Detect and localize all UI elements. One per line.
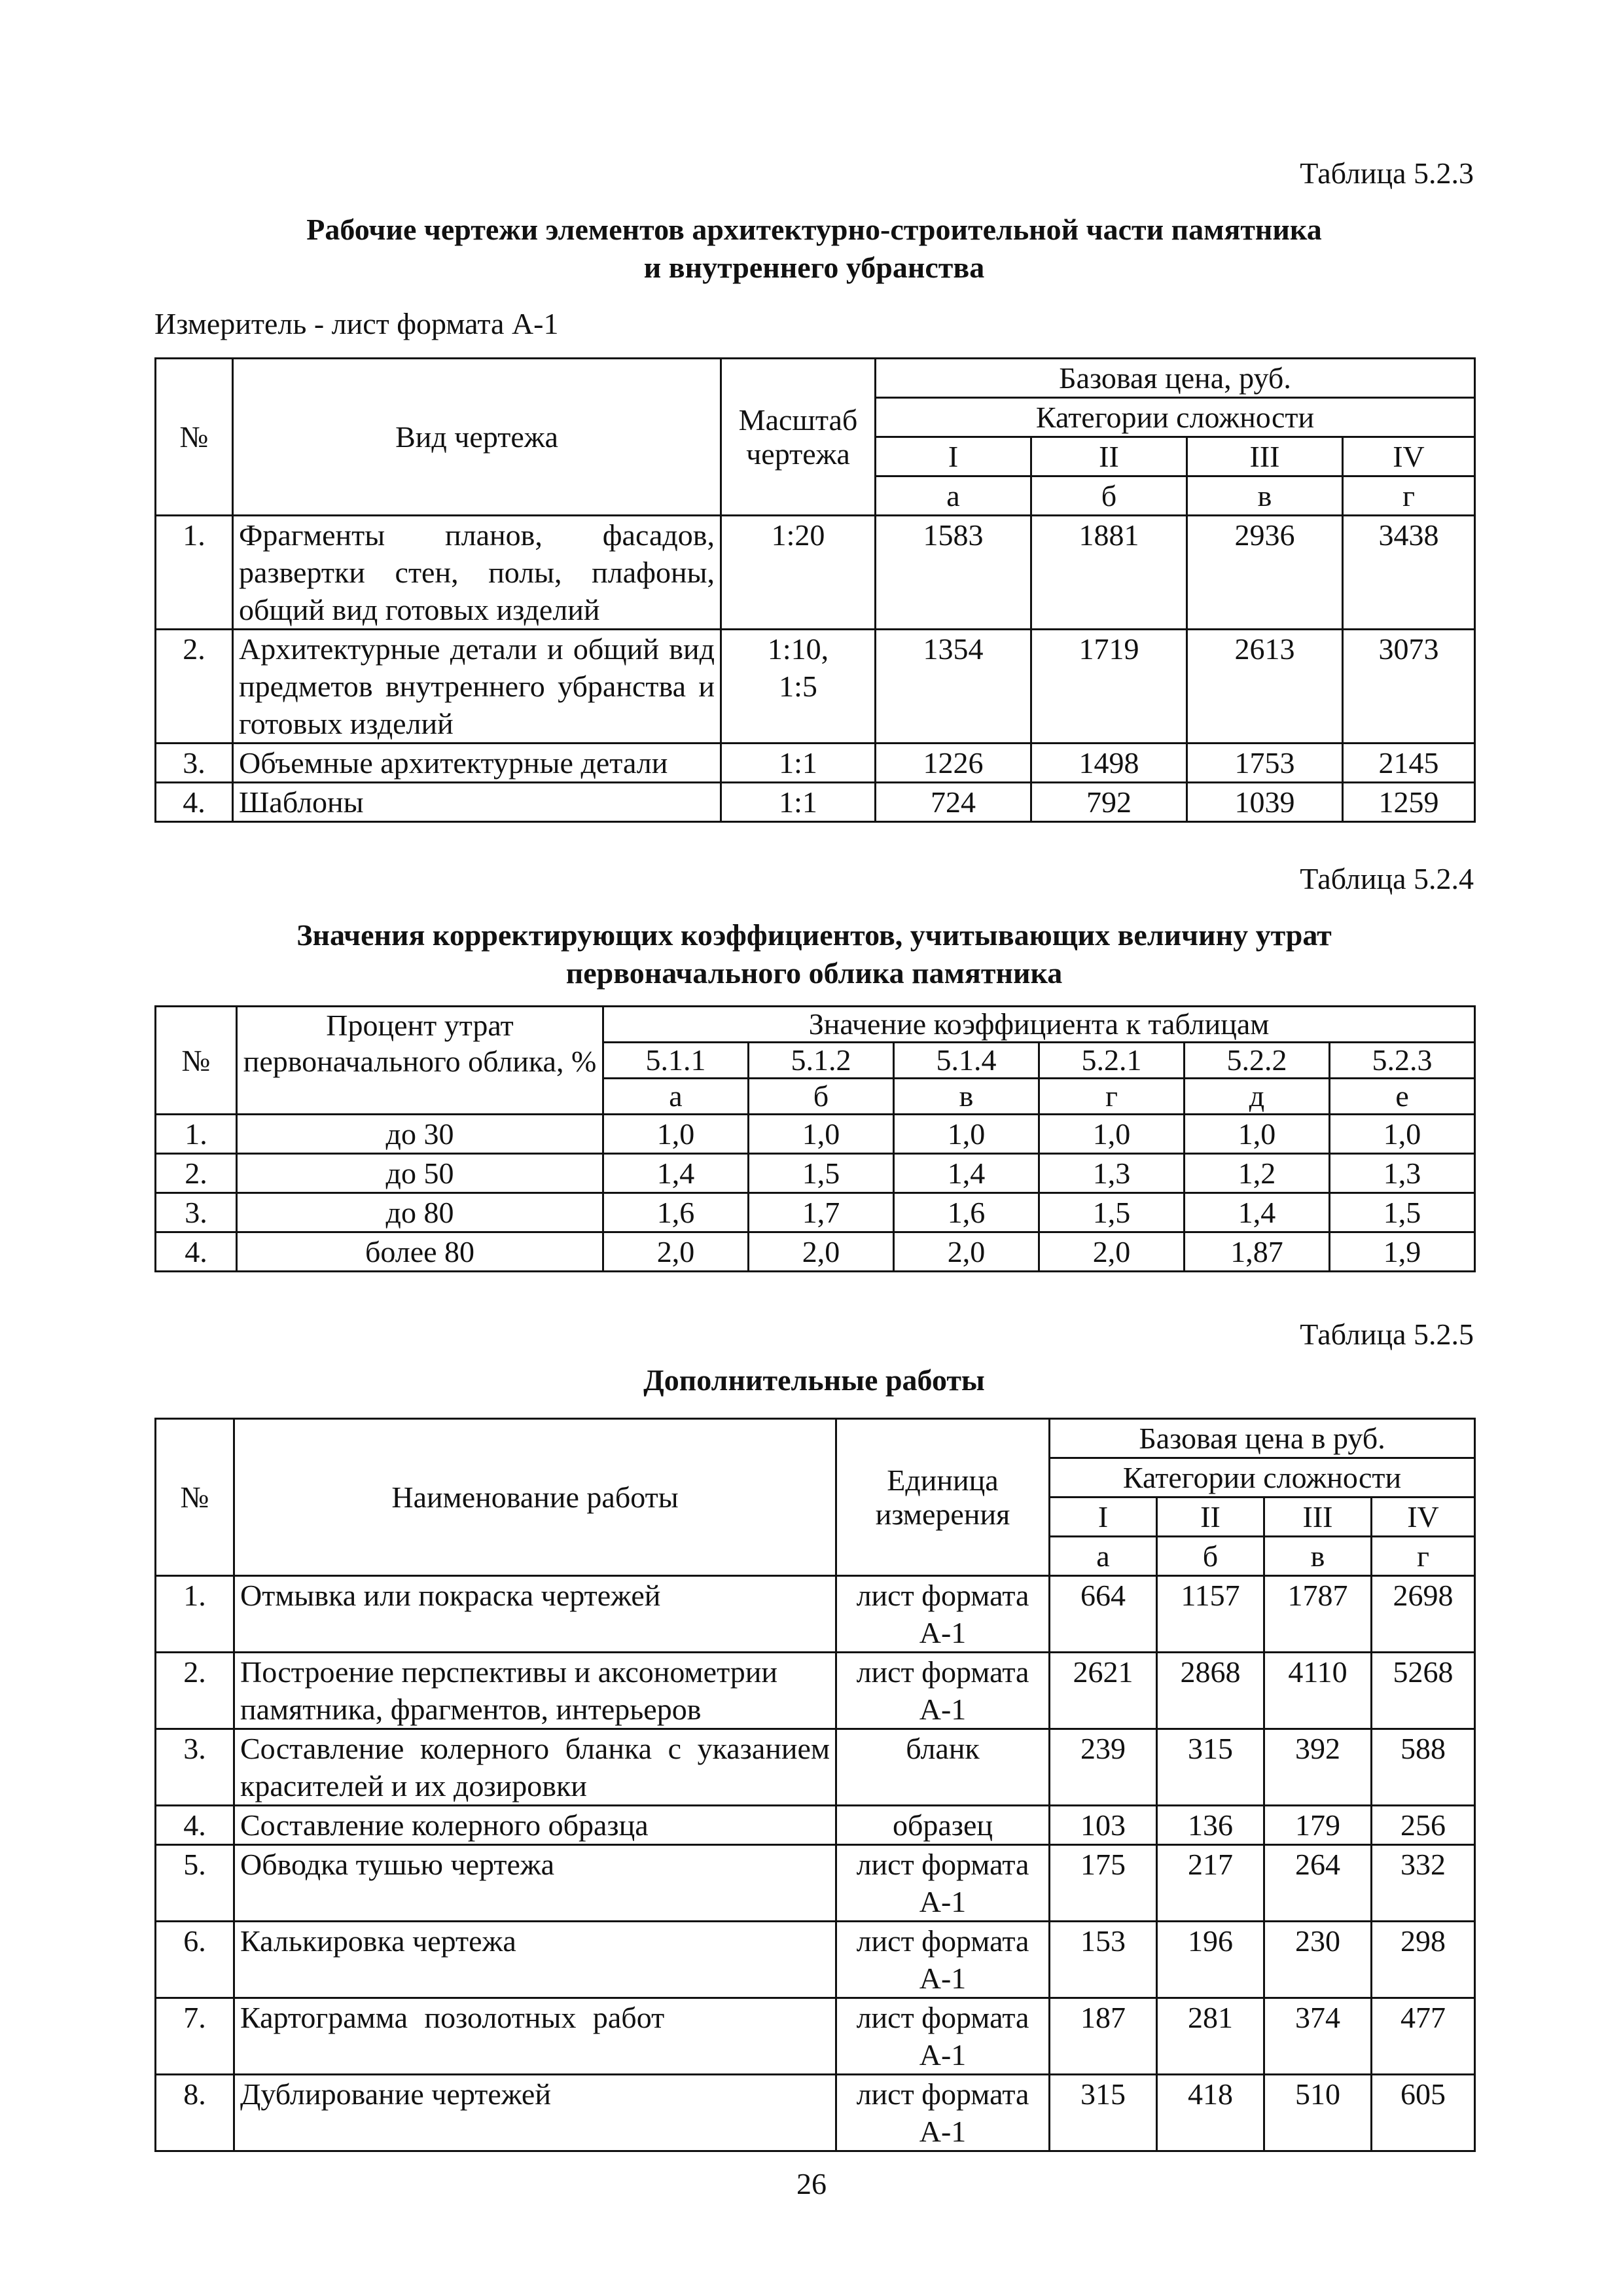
header-letter: в <box>894 1079 1039 1115</box>
table-row <box>156 1193 1475 1232</box>
row-value: 2145 <box>1343 744 1475 783</box>
row-value: 1,0 <box>603 1115 749 1154</box>
table-row <box>156 783 1475 822</box>
measure-unit: Измеритель - лист формата А-1 <box>154 307 559 340</box>
row-value: 1,9 <box>1330 1232 1475 1272</box>
header-cat-letter: б <box>1157 1537 1264 1576</box>
row-name: Составление колерного бланка с указанием красителей и их дозировки <box>234 1729 836 1806</box>
row-value: 196 <box>1157 1922 1264 1998</box>
table-row <box>156 1115 1475 1154</box>
row-value: 1,5 <box>749 1154 894 1193</box>
row-value: 332 <box>1372 1845 1475 1922</box>
row-value: 1753 <box>1187 744 1343 783</box>
row-value: 1,2 <box>1185 1154 1330 1193</box>
row-value: 792 <box>1031 783 1187 822</box>
row-unit: образец <box>836 1806 1050 1845</box>
row-num: 7. <box>156 1998 234 2075</box>
table-number: Таблица 5.2.5 <box>1300 1318 1474 1351</box>
row-value: 724 <box>876 783 1031 822</box>
row-value: 2936 <box>1187 516 1343 630</box>
row-name: Составление колерного образца <box>234 1806 836 1845</box>
row-value: 1,6 <box>603 1193 749 1232</box>
table-title-line: Дополнительные работы <box>643 1363 985 1397</box>
header-num: № <box>156 1007 237 1115</box>
row-value: 1,0 <box>1185 1115 1330 1154</box>
header-letter: а <box>603 1079 749 1115</box>
row-value: 315 <box>1157 1729 1264 1806</box>
row-kind: Шаблоны <box>233 783 721 822</box>
table-row <box>156 2075 1475 2151</box>
row-unit: лист формата А-1 <box>836 1922 1050 1998</box>
row-percent: до 30 <box>237 1115 603 1154</box>
row-unit: лист формата А-1 <box>836 1845 1050 1922</box>
table-row <box>156 1998 1475 2075</box>
row-unit: лист формата А-1 <box>836 1576 1050 1653</box>
row-value: 1719 <box>1031 630 1187 744</box>
row-scale: 1:10, 1:5 <box>721 630 876 744</box>
row-value: 1226 <box>876 744 1031 783</box>
header-cat-letter: а <box>1050 1537 1157 1576</box>
table-number: Таблица 5.2.4 <box>1300 862 1474 895</box>
row-value: 2613 <box>1187 630 1343 744</box>
row-value: 1039 <box>1187 783 1343 822</box>
row-value: 256 <box>1372 1806 1475 1845</box>
row-value: 1,0 <box>749 1115 894 1154</box>
row-num: 6. <box>156 1922 234 1998</box>
header-table-ref: 5.2.3 <box>1330 1043 1475 1079</box>
row-value: 1,7 <box>749 1193 894 1232</box>
row-value: 392 <box>1264 1729 1372 1806</box>
row-value: 2,0 <box>749 1232 894 1272</box>
row-name: Дублирование чертежей <box>234 2075 836 2151</box>
row-value: 1,3 <box>1330 1154 1475 1193</box>
row-name: Отмывка или покраска чертежей <box>234 1576 836 1653</box>
row-value: 4110 <box>1264 1653 1372 1729</box>
row-value: 1787 <box>1264 1576 1372 1653</box>
row-value: 153 <box>1050 1922 1157 1998</box>
header-letter: д <box>1185 1079 1330 1115</box>
row-value: 2,0 <box>894 1232 1039 1272</box>
header-letter: б <box>749 1079 894 1115</box>
table-row <box>156 1232 1475 1272</box>
row-value: 418 <box>1157 2075 1264 2151</box>
row-value: 477 <box>1372 1998 1475 2075</box>
row-kind: Фрагменты планов, фасадов, развертки стен, полы, плафоны, общий вид готовых изделий <box>233 516 721 630</box>
row-value: 2621 <box>1050 1653 1157 1729</box>
header-table-ref: 5.2.2 <box>1185 1043 1330 1079</box>
header-cat-roman: I <box>876 437 1031 476</box>
row-value: 179 <box>1264 1806 1372 1845</box>
row-value: 1,87 <box>1185 1232 1330 1272</box>
header-table-ref: 5.2.1 <box>1039 1043 1185 1079</box>
row-value: 1,0 <box>1330 1115 1475 1154</box>
row-value: 1,0 <box>894 1115 1039 1154</box>
header-cat-roman: IV <box>1343 437 1475 476</box>
header-table-ref: 5.1.2 <box>749 1043 894 1079</box>
table-working-drawings <box>154 357 1476 823</box>
row-num: 8. <box>156 2075 234 2151</box>
row-scale: 1:1 <box>721 744 876 783</box>
row-value: 136 <box>1157 1806 1264 1845</box>
table-number: Таблица 5.2.3 <box>1300 156 1474 190</box>
row-unit: лист формата А-1 <box>836 1653 1050 1729</box>
header-cat-roman: IV <box>1372 1498 1475 1537</box>
header-unit: Единица измерения <box>836 1419 1050 1576</box>
row-value: 1,3 <box>1039 1154 1185 1193</box>
table-row <box>156 744 1475 783</box>
row-name: Калькировка чертежа <box>234 1922 836 1998</box>
page-number: 26 <box>796 2167 827 2200</box>
row-value: 264 <box>1264 1845 1372 1922</box>
row-value: 239 <box>1050 1729 1157 1806</box>
header-kind: Вид чертежа <box>233 359 721 516</box>
row-value: 1354 <box>876 630 1031 744</box>
table-additional-works <box>154 1418 1476 2152</box>
row-unit: лист формата А-1 <box>836 1998 1050 2075</box>
row-num: 3. <box>156 744 233 783</box>
row-name: Обводка тушью чертежа <box>234 1845 836 1922</box>
row-value: 175 <box>1050 1845 1157 1922</box>
table-row <box>156 1576 1475 1653</box>
table-row <box>156 1806 1475 1845</box>
row-unit: бланк <box>836 1729 1050 1806</box>
header-cat-roman: II <box>1157 1498 1264 1537</box>
table-title-line: Рабочие чертежи элементов архитектурно-строительной части памятника <box>306 213 1322 246</box>
row-value: 315 <box>1050 2075 1157 2151</box>
header-cat-letter: в <box>1264 1537 1372 1576</box>
header-cat-roman: II <box>1031 437 1187 476</box>
row-num: 1. <box>156 516 233 630</box>
table-row <box>156 1922 1475 1998</box>
row-value: 1,4 <box>603 1154 749 1193</box>
row-unit: лист формата А-1 <box>836 2075 1050 2151</box>
row-num: 2. <box>156 1653 234 1729</box>
row-value: 510 <box>1264 2075 1372 2151</box>
table-title-line: первоначального облика памятника <box>565 956 1063 990</box>
row-scale: 1:20 <box>721 516 876 630</box>
row-percent: более 80 <box>237 1232 603 1272</box>
header-scale: Масштаб чертежа <box>721 359 876 516</box>
row-value: 1157 <box>1157 1576 1264 1653</box>
row-value: 3438 <box>1343 516 1475 630</box>
row-value: 2,0 <box>1039 1232 1185 1272</box>
header-cat-letter: г <box>1343 476 1475 516</box>
row-value: 1881 <box>1031 516 1187 630</box>
row-value: 2698 <box>1372 1576 1475 1653</box>
header-cat-letter: в <box>1187 476 1343 516</box>
row-num: 1. <box>156 1115 237 1154</box>
row-value: 374 <box>1264 1998 1372 2075</box>
row-value: 281 <box>1157 1998 1264 2075</box>
header-categories: Категории сложности <box>1050 1458 1475 1498</box>
row-num: 3. <box>156 1193 237 1232</box>
header-cat-roman: I <box>1050 1498 1157 1537</box>
row-num: 4. <box>156 1806 234 1845</box>
row-num: 2. <box>156 630 233 744</box>
table-row <box>156 1653 1475 1729</box>
row-value: 1259 <box>1343 783 1475 822</box>
row-value: 3073 <box>1343 630 1475 744</box>
table-title <box>154 1361 1474 1399</box>
row-value: 1,5 <box>1330 1193 1475 1232</box>
header-cat-letter: г <box>1372 1537 1475 1576</box>
header-cat-letter: б <box>1031 476 1187 516</box>
row-num: 5. <box>156 1845 234 1922</box>
header-letter: е <box>1330 1079 1475 1115</box>
row-num: 2. <box>156 1154 237 1193</box>
header-categories: Категории сложности <box>876 398 1475 437</box>
table-row <box>156 1845 1475 1922</box>
row-value: 1,6 <box>894 1193 1039 1232</box>
header-price: Базовая цена в руб. <box>1050 1419 1475 1458</box>
row-value: 1498 <box>1031 744 1187 783</box>
row-value: 103 <box>1050 1806 1157 1845</box>
row-value: 588 <box>1372 1729 1475 1806</box>
row-value: 5268 <box>1372 1653 1475 1729</box>
table-title-line: Значения корректирующих коэффициентов, учитывающих величину утрат <box>296 918 1332 952</box>
row-name: Построение перспективы и аксонометрии памятника, фрагментов, интерьеров <box>234 1653 836 1729</box>
row-value: 217 <box>1157 1845 1264 1922</box>
row-num: 3. <box>156 1729 234 1806</box>
table-row <box>156 1729 1475 1806</box>
row-value: 2868 <box>1157 1653 1264 1729</box>
table-title <box>154 916 1474 992</box>
header-letter: г <box>1039 1079 1185 1115</box>
header-cat-roman: III <box>1187 437 1343 476</box>
row-value: 2,0 <box>603 1232 749 1272</box>
header-table-ref: 5.1.4 <box>894 1043 1039 1079</box>
header-coef: Значение коэффициента к таблицам <box>603 1007 1475 1043</box>
row-scale: 1:1 <box>721 783 876 822</box>
header-num: № <box>156 1419 234 1576</box>
row-num: 1. <box>156 1576 234 1653</box>
row-value: 664 <box>1050 1576 1157 1653</box>
row-kind: Объемные архитектурные детали <box>233 744 721 783</box>
row-num: 4. <box>156 783 233 822</box>
header-percent: Процент утрат первоначального облика, % <box>237 1007 603 1115</box>
row-value: 230 <box>1264 1922 1372 1998</box>
header-cat-letter: а <box>876 476 1031 516</box>
row-name: Картограмма позолотных работ <box>234 1998 836 2075</box>
row-value: 1,4 <box>1185 1193 1330 1232</box>
row-percent: до 80 <box>237 1193 603 1232</box>
header-cat-roman: III <box>1264 1498 1372 1537</box>
table-coefficients <box>154 1005 1476 1272</box>
row-value: 1583 <box>876 516 1031 630</box>
header-name: Наименование работы <box>234 1419 836 1576</box>
header-price: Базовая цена, руб. <box>876 359 1475 398</box>
row-num: 4. <box>156 1232 237 1272</box>
header-table-ref: 5.1.1 <box>603 1043 749 1079</box>
row-value: 1,0 <box>1039 1115 1185 1154</box>
table-row <box>156 1154 1475 1193</box>
row-percent: до 50 <box>237 1154 603 1193</box>
row-value: 1,5 <box>1039 1193 1185 1232</box>
header-num: № <box>156 359 233 516</box>
row-value: 187 <box>1050 1998 1157 2075</box>
row-value: 298 <box>1372 1922 1475 1998</box>
table-title <box>154 211 1474 287</box>
table-title-line: и внутреннего убранства <box>643 251 985 284</box>
row-value: 1,4 <box>894 1154 1039 1193</box>
row-kind: Архитектурные детали и общий вид предметов внутреннего убранства и готовых изделий <box>233 630 721 744</box>
table-row <box>156 630 1475 744</box>
row-value: 605 <box>1372 2075 1475 2151</box>
table-row <box>156 516 1475 630</box>
